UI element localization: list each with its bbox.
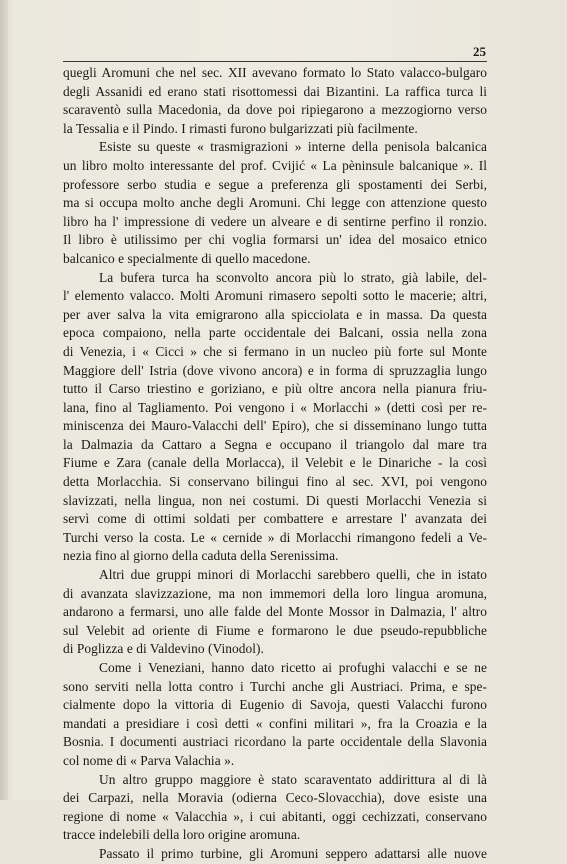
text-line: lana, fino al Tagliamento. Poi vengono i « Morlacchi » (detti così per re- (63, 399, 487, 415)
text-line: di Venezia, i « Cicci » che si fermano in un nucleo più forte sul Monte (63, 343, 487, 359)
body-text (63, 64, 487, 864)
text-line: Bosnia. I documenti austriaci ricordano la parte occidentale della Slavonia (63, 734, 487, 750)
text-line: nezia fino al giorno della caduta della Serenissima. (63, 548, 339, 564)
text-line: scaraventò sulla Macedonia, da dove poi ripiegarono a mezzogiorno verso (63, 102, 487, 118)
text-line: Altri due gruppi minori di Morlacchi sarebbero quelli, che in istato (99, 567, 487, 583)
text-line: professore serbo studia e segue a preferenza gli spostamenti dei Serbi, (63, 176, 487, 192)
text-line: cialmente dopo la vittoria di Eugenio di Savoja, questi Valacchi furono (63, 697, 487, 713)
text-line: miniscenza dei Mauro-Valacchi dell' Epiro), che si disseminano lungo tutta (63, 418, 487, 434)
text-line: dei Carpazi, nella Moravia (odierna Ceco-Slovacchia), dove esiste una (63, 790, 487, 806)
text-line: un libro molto interessante del prof. Cvijić « La pèninsule balcanique ». Il (63, 157, 487, 173)
page-edge-shadow (0, 0, 8, 800)
page-number: 25 (473, 44, 486, 59)
text-line: Il libro è utilissimo per chi voglia formarsi un' idea del mosaico etnico (63, 232, 487, 248)
text-line: mandati a presidiare i così detti « confini militari », fra la Croazia e la (63, 715, 487, 731)
header-rule (63, 61, 487, 62)
text-line: slavizzati, nella lingua, non nei costumi. Di questi Morlacchi Venezia si (63, 492, 487, 508)
text-line: libro ha l' impressione di vedere un alveare e di sentirne perfino il ronzio. (63, 213, 487, 229)
text-line: balcanico e specialmente di quello macedone. (63, 250, 311, 266)
text-line: l' elemento valacco. Molti Aromuni rimasero sepolti sotto le macerie; altri, (63, 288, 487, 304)
text-line: La bufera turca ha sconvolto ancora più lo strato, già labile, del- (99, 269, 487, 285)
text-line: Come i Veneziani, hanno dato ricetto ai profughi valacchi e se ne (99, 660, 487, 675)
text-line: col nome di « Parva Valachia ». (63, 752, 235, 768)
text-line: di avanzata slavizzazione, ma non immemori della loro lingua aromuna, (63, 585, 487, 601)
text-line: Passato il primo turbine, gli Aromuni seppero adattarsi alle nuove (99, 845, 487, 861)
text-line: detta Morlacchia. Si conservano bilingui fino al sec. XVI, poi vengono (63, 474, 487, 490)
text-line: epoca compaiono, nella parte occidentale dei Balcani, ossia nella zona (63, 325, 487, 341)
text-line: sul Velebit ad oriente di Fiume e formarono le due pseudo-repubbliche (63, 622, 487, 638)
text-line: Fiume e Zara (canale della Morlacca), il Velebit e le Dinariche - la così (63, 455, 487, 471)
text-line: per aver salva la vita emigrarono alla spicciolata e in massa. Da questa (63, 306, 487, 322)
text-line: ma si occupa molto anche degli Aromuni. Chi legge con attenzione questo (63, 195, 487, 211)
text-line: tracce indelebili della loro origine aromuna. (63, 827, 301, 843)
text-line: Maggiore dell' Istria (dove vivono ancora) e in forma di spruzzaglia lungo (63, 362, 487, 378)
text-line: Esiste su queste « trasmigrazioni » interne della penisola balcanica (99, 139, 487, 155)
text-line: di Poglizza e di Valdevino (Vinodol). (63, 641, 264, 657)
text-line: tutto il Carso triestino e goriziano, e più oltre ancora nella pianura friu- (63, 381, 487, 397)
text-line: Turchi verso la costa. Le « cernide » di Morlacchi rimangono fedeli a Ve- (63, 529, 487, 545)
text-line: degli Assanidi ed erano stati risottomessi dai Bizantini. La raffica turca li (63, 83, 487, 99)
text-line: sono serviti nella lotta contro i Turchi anche gli Austriaci. Prima, e spe- (63, 678, 487, 694)
text-line: servì come di ottimi soldati per combattere e arrestare l' avanzata dei (63, 511, 487, 527)
text-line: la Dalmazia da Cattaro a Segna e occupano il triangolo dal mare tra (63, 436, 487, 452)
text-line: regione di nome « Valacchia », i cui abitanti, oggi cechizzati, conservano (63, 808, 487, 824)
text-line: quegli Aromuni che nel sec. XII avevano formato lo Stato valacco-bulgaro (63, 65, 487, 80)
text-line: la Tessalia e il Pindo. I rimasti furono bulgarizzati più facilmente. (63, 120, 418, 136)
text-line: Un altro gruppo maggiore è stato scaraventato addirittura al di là (99, 771, 487, 787)
text-line: andarono a fermarsi, uno alle falde del Monte Mossor in Dalmazia, l' altro (63, 604, 487, 620)
